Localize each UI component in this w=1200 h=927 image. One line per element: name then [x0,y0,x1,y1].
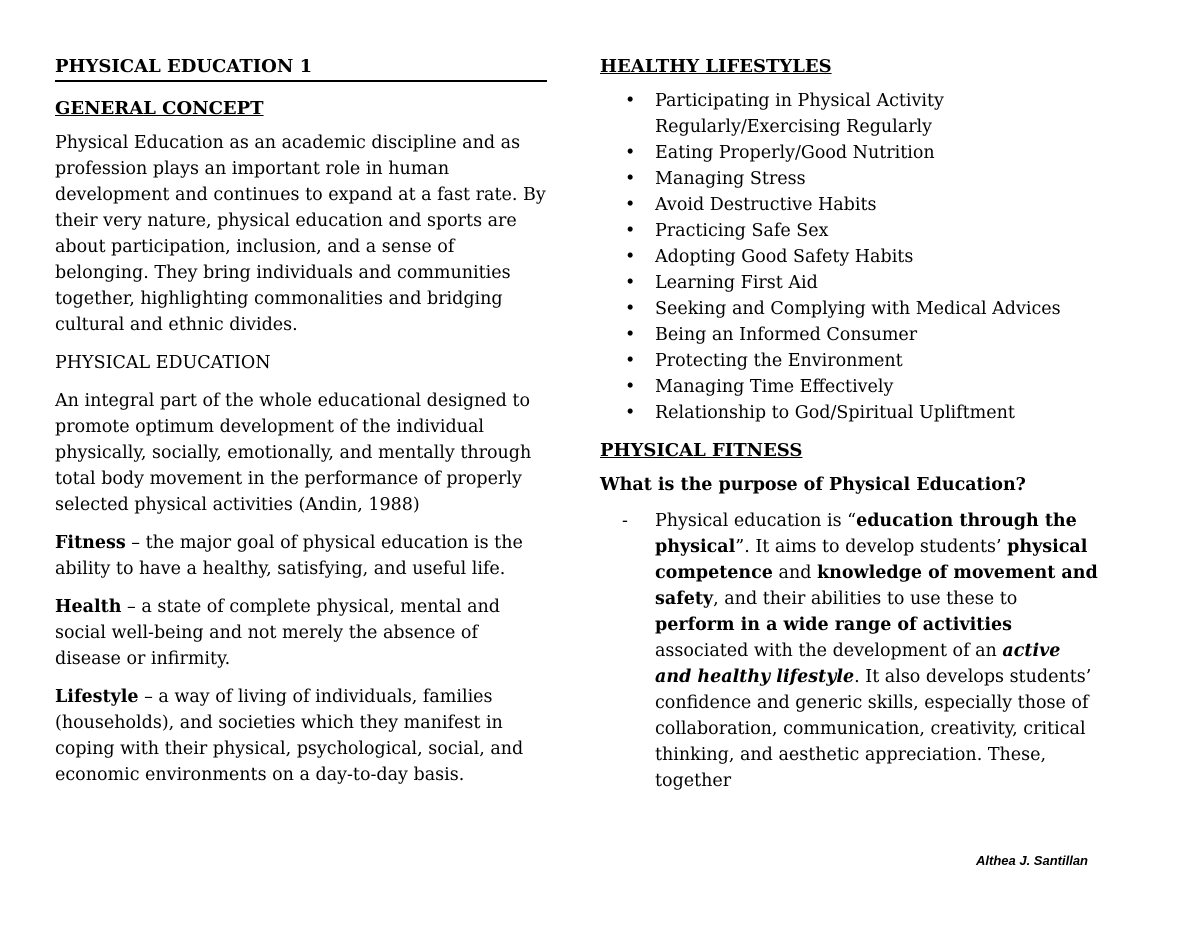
general-concept-heading: GENERAL CONCEPT [55,98,264,119]
purpose-bold-3: knowledge of movement and safety [655,563,1098,609]
lifestyle-label: Eating Properly/Good Nutrition [655,143,935,163]
purpose-bold-italic: active and healthy lifestyle [655,641,1061,687]
purpose-text-6: . It also develops students’ confidence and generic skills, especially those of collaboration, communication, creativity, critical thinking, and aesthetic appreciation. These, together [655,667,1092,791]
bullet-icon: • [625,143,636,163]
lifestyle-label: Managing Stress [655,169,806,189]
lifestyle-list-item [600,140,1100,166]
healthy-lifestyles-heading: HEALTHY LIFESTYLES [600,56,832,77]
author-signature: Althea J. Santillan [976,853,1088,868]
purpose-text-1: Physical education is “ [655,511,857,531]
pe-heading: PHYSICAL EDUCATION [55,353,271,373]
healthy-lifestyles-list [600,88,1100,426]
bullet-icon: • [625,299,636,319]
lifestyle-label: Relationship to God/Spiritual Upliftment [655,403,1015,423]
intro-paragraph: Physical Education as an academic discipline and as profession plays an important role in human development and continues to expand at a fast rate. By their very nature, physical education and sports are about participation, inclusion, and a sense of belonging. They bring individuals and communities together, highlighting commonalities and bridging cultural and ethnic divides. [55,133,546,335]
purpose-bold-4: perform in a wide range of activities [655,615,1012,635]
lifestyle-list-item [600,270,1100,296]
lifestyle-list-item [600,244,1100,270]
lifestyle-list-item [600,88,1100,140]
bullet-icon: • [625,273,636,293]
bullet-icon: • [625,403,636,423]
bullet-icon: • [625,221,636,241]
lifestyle-label: Seeking and Complying with Medical Advices [655,299,1061,319]
lifestyle-label: Practicing Safe Sex [655,221,829,241]
lifestyle-list-item [600,400,1100,426]
health-term: Health [55,597,122,617]
lifestyle-label: Learning First Aid [655,273,818,293]
bullet-icon: • [625,377,636,397]
lifestyle-list-item [600,322,1100,348]
bullet-icon: • [625,351,636,371]
dash-bullet: - [622,511,628,531]
lifestyle-list-item [600,218,1100,244]
purpose-question: What is the purpose of Physical Education? [600,475,1026,495]
purpose-text-3: and [772,563,817,583]
purpose-text-2: ”. It aims to develop students’ [735,537,1008,557]
purpose-bold-2: physical competence [655,537,1088,583]
lifestyle-label: Being an Informed Consumer [655,325,918,345]
fitness-term: Fitness [55,533,126,553]
lifestyle-list-item [600,374,1100,400]
purpose-bold-1: education through the physical [655,511,1077,557]
purpose-text-4: , and their abilities to use these to [713,589,1018,609]
purpose-answer [600,508,1100,794]
lifestyle-list-item [600,166,1100,192]
lifestyle-list-item [600,348,1100,374]
physical-fitness-heading: PHYSICAL FITNESS [600,440,803,461]
lifestyle-list-item [600,192,1100,218]
lifestyle-def-text: – a way of living of individuals, families (households), and societies which they manifest in coping with their physical, psychological, social, and economic environments on a day-to-day basis. [55,687,524,785]
lifestyle-label: Adopting Good Safety Habits [655,247,914,267]
lifestyle-label: Protecting the Environment [655,351,903,371]
bullet-icon: • [625,247,636,267]
page-title: PHYSICAL EDUCATION 1 [55,54,547,82]
lifestyle-label: Participating in Physical Activity Regularly/Exercising Regularly [655,91,944,137]
fitness-definition [55,530,547,582]
lifestyle-label: Managing Time Effectively [655,377,894,397]
lifestyle-term: Lifestyle [55,687,139,707]
purpose-text-5: associated with the development of an [655,641,1003,661]
bullet-icon: • [625,91,636,111]
left-column [55,54,547,800]
fitness-def-text: – the major goal of physical education is the ability to have a healthy, satisfying, and useful life. [55,533,523,579]
bullet-icon: • [625,195,636,215]
lifestyle-definition [55,684,547,788]
pe-definition: An integral part of the whole educational designed to promote optimum development of the individual physically, socially, emotionally, and mentally through total body movement in the performance of properly selected physical activities (Andin, 1988) [55,391,532,515]
bullet-icon: • [625,325,636,345]
health-definition [55,594,547,672]
bullet-icon: • [625,169,636,189]
lifestyle-label: Avoid Destructive Habits [655,195,877,215]
right-column [600,54,1100,794]
health-def-text: – a state of complete physical, mental and social well-being and not merely the absence of disease or infirmity. [55,597,501,669]
lifestyle-list-item [600,296,1100,322]
